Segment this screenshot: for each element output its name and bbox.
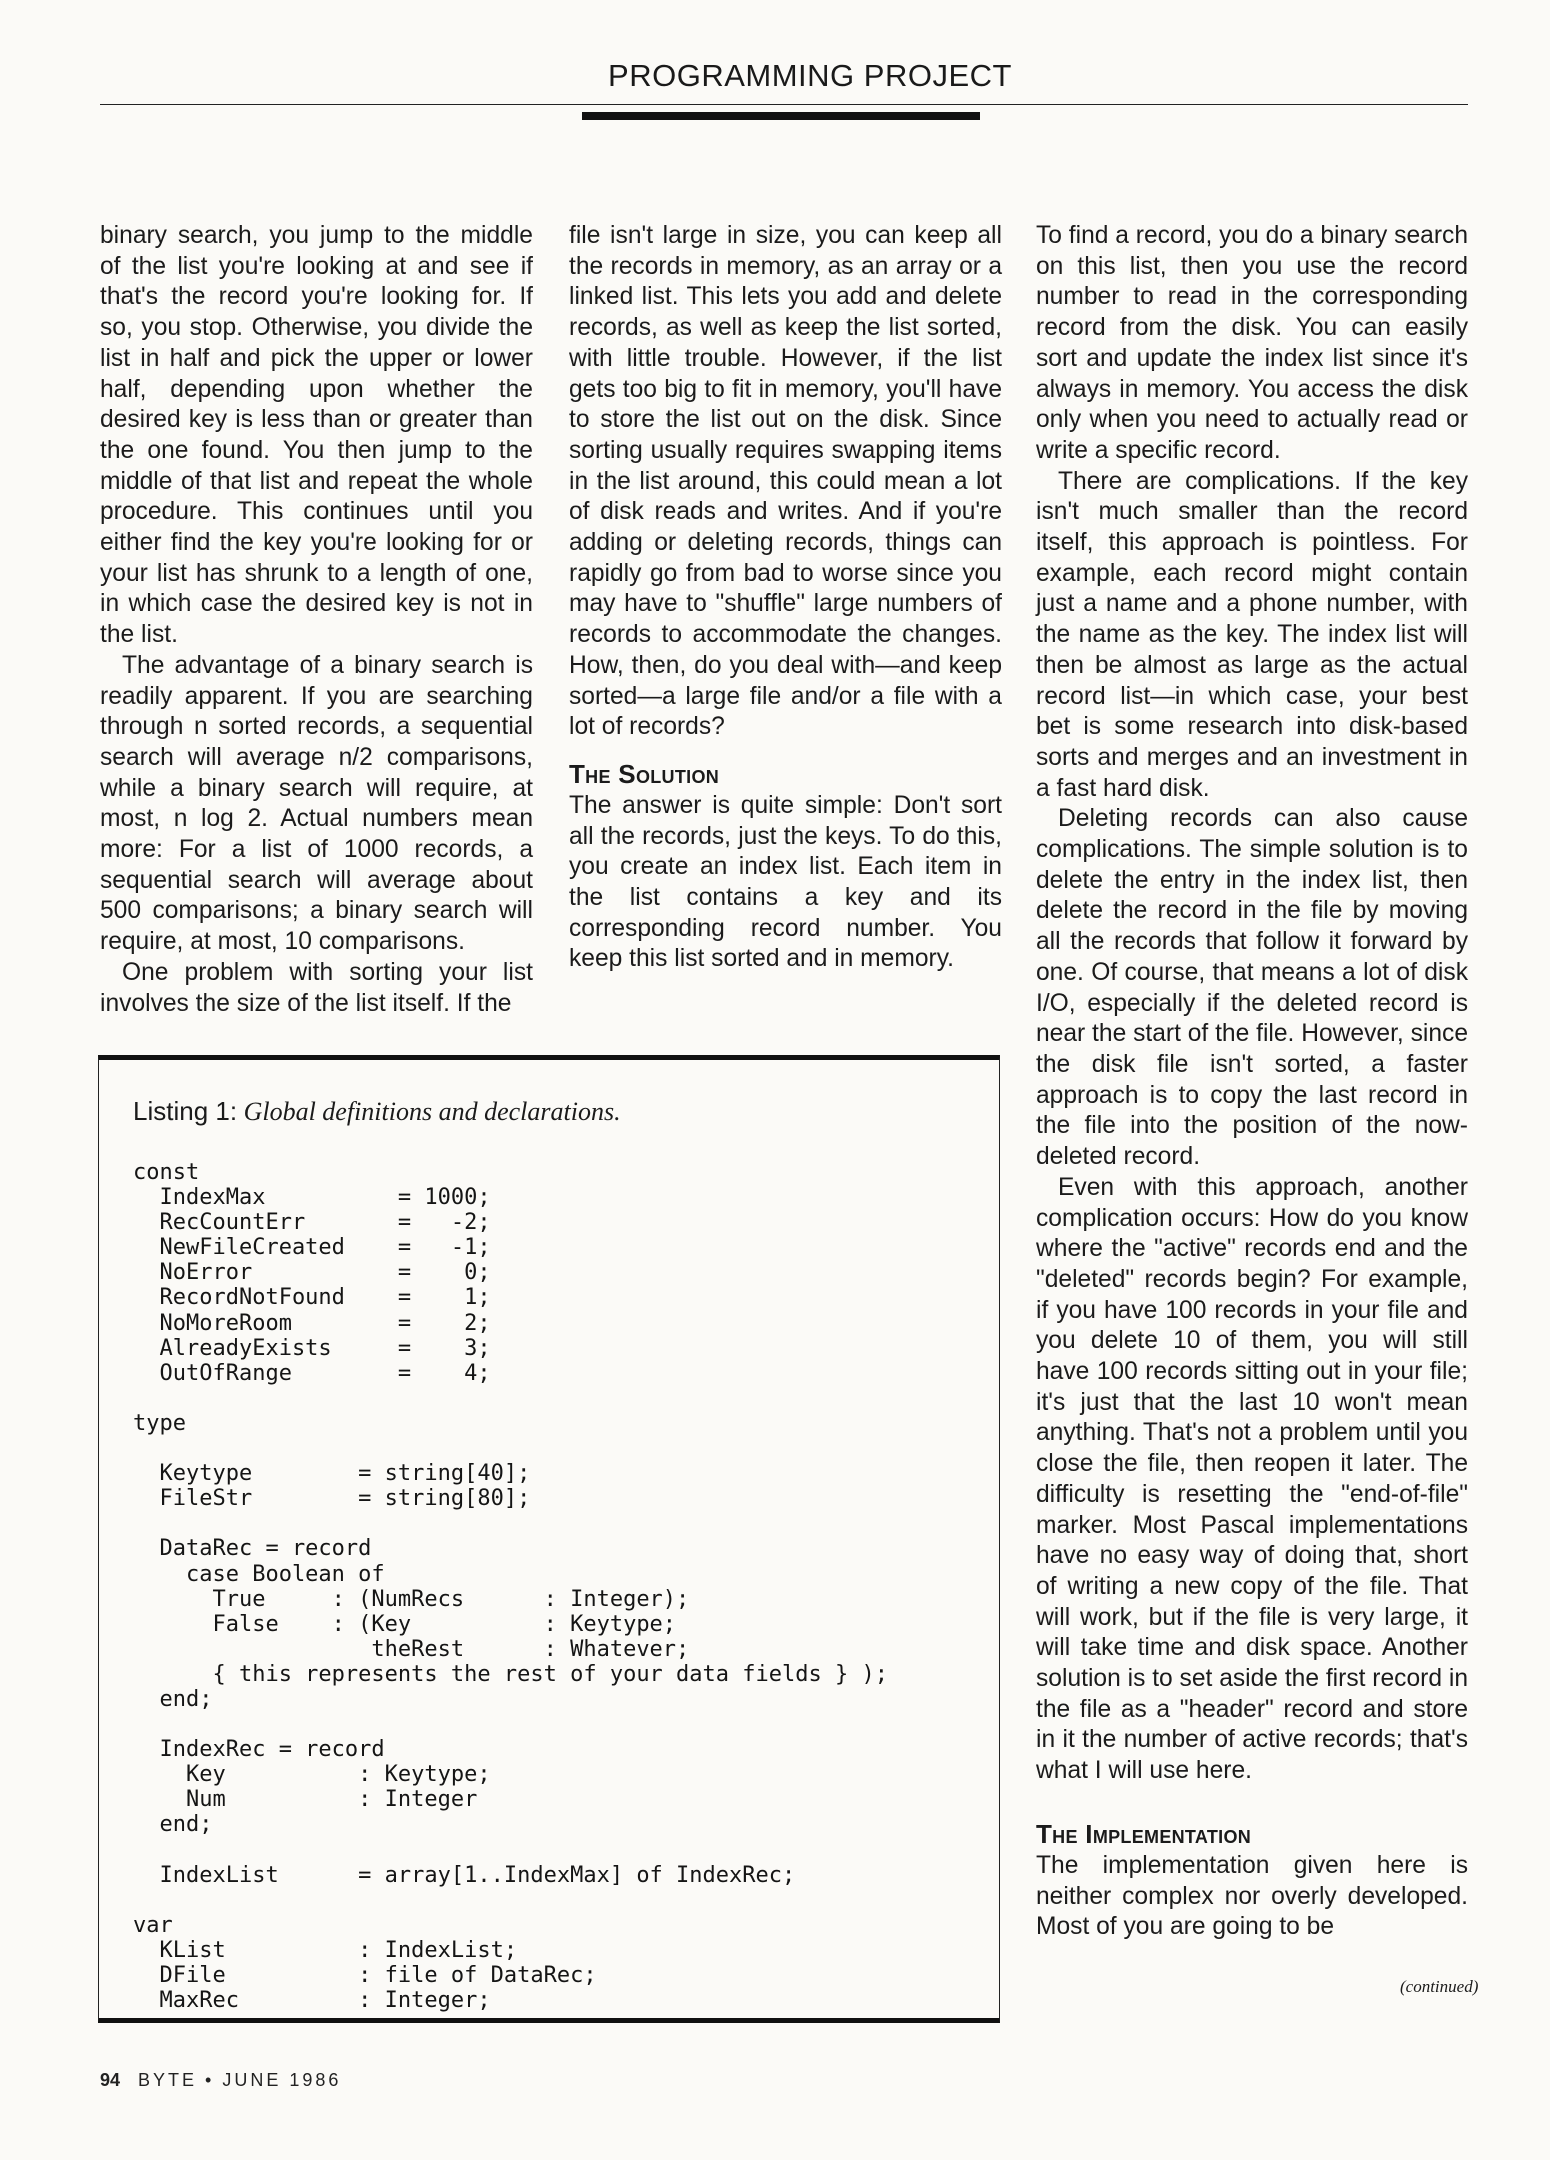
header-bar — [582, 112, 980, 120]
publication-line: BYTE • JUNE 1986 — [138, 2070, 342, 2090]
section-heading-solution: The Solution — [569, 758, 720, 789]
paragraph: file isn't large in size, you can keep all the records in memory, as an array or a linked list. This lets you add and delete records, as well as keep the list sorted, with little trouble. However, if the list gets too big to fit in memory, you'll have to store the list out on the disk. Since sorting usually requires swapping items in the list around, this could mean a lot of disk reads and writes. And if you're adding or deleting records, things can rapidly go from bad to worse since you may have to "shuffle" large numbers of records to accommodate the changes. How, then, do you deal with—and keep sorted—a large file and/or a file with a lot of records? — [569, 222, 1002, 741]
column-1 — [100, 221, 533, 1019]
code-block: const IndexMax = 1000; RecCountErr = -2; NewFileCreated = -1; NoError = 0; RecordNotFound = 1; NoMoreRoom = 2; AlreadyExists = 3; OutOfRange = 4; type Keytype = string[40]; FileStr = string[80]; DataRec = record case Boolean of True : (NumRecs : Integer); False : (Key : Keytype; theRest : Whatever; { this represents the rest of your data fields } ); end; IndexRec = record Key : Keytype; Num : Integer end; IndexList = array[1..IndexMax] of IndexRec; var KList : IndexList; DFile : file of DataRec; MaxRec : Integer; — [133, 1160, 888, 2014]
paragraph: The advantage of a binary search is readily apparent. If you are searching through n sorted records, a sequential search will average n/2 comparisons, while a binary search will require, at most, n log 2. Actual numbers mean more: For a list of 1000 records, a sequential search will average about 500 comparisons; a binary search will require, at most, 10 comparisons. — [100, 651, 533, 956]
paragraph: There are complications. If the key isn't much smaller than the record itself, this approach is pointless. For example, each record might contain just a name and a phone number, with the name as the key. The index list will then be almost as large as the actual record list—in which case, your best bet is some research into disk-based sorts and merges and an investment in a fast hard disk. — [1036, 467, 1468, 802]
listing-label: Listing 1: — [133, 1096, 238, 1126]
listing-caption — [133, 1096, 621, 1127]
running-header: PROGRAMMING PROJECT — [608, 58, 1012, 93]
section-heading-implementation: The Implementation — [1036, 1818, 1252, 1849]
column-2 — [569, 221, 1002, 975]
page-number: 94 — [100, 2070, 121, 2090]
listing-caption-text: Global definitions and declarations. — [243, 1097, 621, 1126]
paragraph: The answer is quite simple: Don't sort all the records, just the keys. To do this, you create an index list. Each item in the list contains a key and its corresponding record number. You keep this list sorted and in memory. — [569, 791, 1002, 973]
paragraph: One problem with sorting your list involves the size of the list itself. If the — [100, 958, 533, 1017]
paragraph: Even with this approach, another complication occurs: How do you know where the "active" records end and the "deleted" records begin? For example, if you have 100 records in your file and you delete 10 of them, you will still have 100 records sitting out in your file; it's just that the last 10 won't mean anything. That's not a problem until you close the file, then reopen it later. The difficulty is resetting the "end-of-file" marker. Most Pascal implementations have no easy way of doing that, short of writing a new copy of the file. That will work, but if the file is very large, it will take time and disk space. Another solution is to set aside the first record in the file as a "header" record and store in it the number of active records; that's what I will use here. — [1036, 1173, 1468, 1785]
code-listing-box — [98, 1055, 1000, 2023]
paragraph: Deleting records can also cause complications. The simple solution is to delete the entry in the index list, then delete the record in the file by moving all the records that follow it forward by one. Of course, that means a lot of disk I/O, especially if the deleted record is near the start of the file. However, since the disk file isn't sorted, a faster approach is to copy the last record in the file into the position of the now-deleted record. — [1036, 805, 1468, 1171]
header-rule — [100, 104, 1468, 105]
paragraph: The implementation given here is neither complex nor overly developed. Most of you are going to be — [1036, 1851, 1468, 1941]
column-3 — [1036, 221, 1468, 1943]
continued-note: (continued) — [1400, 1977, 1479, 1996]
paragraph: To find a record, you do a binary search on this list, then you use the record number to read in the corresponding record from the disk. You can easily sort and update the index list since it's always in memory. You access the disk only when you need to actually read or write a specific record. — [1036, 222, 1468, 464]
paragraph: binary search, you jump to the middle of the list you're looking at and see if that's the record you're looking for. If so, you stop. Otherwise, you divide the list in half and pick the upper or lower half, depending upon whether the desired key is less than or greater than the one found. You then jump to the middle of that list and repeat the whole procedure. This continues until you either find the key you're looking for or your list has shrunk to a length of one, in which case the desired key is not in the list. — [100, 222, 533, 649]
page-footer — [100, 2070, 341, 2091]
